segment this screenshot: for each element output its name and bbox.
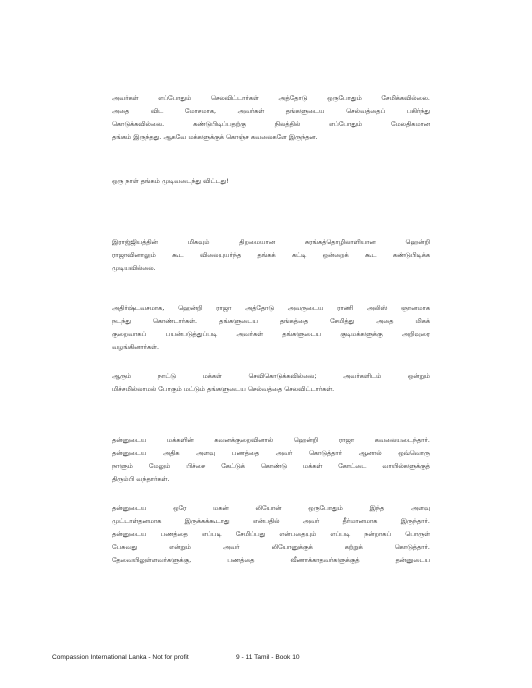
paragraph-line: நாளும் மேலும் பிச்சை கேட்டுக் கொண்டு மக்கள் கோட்டை வாயில்களுக்குத் <box>112 463 430 470</box>
paragraph-line: தேவையிலுள்ளவர்களுக்கு, பணத்தை வீணாக்காதவர்களுக்குத் தன்னுடைய <box>112 557 430 564</box>
paragraph-line: அதிர்ஷ்டவசமாக, ஹென்றி ராஜா அத்தோடு அவருடைய ராணி அலிஸ் ஞானமாக <box>112 305 430 312</box>
paragraph-line: ஒரு நாள் தங்கம் முடிவடைந்து விட்டது! <box>112 178 229 185</box>
footer-publisher: Compassion International Lanka - Not for profit <box>52 654 189 661</box>
paragraph-2 <box>112 175 430 188</box>
paragraph-line: முடியவில்லை. <box>112 265 156 272</box>
footer-book-info: 9 - 11 Tamil - Book 10 <box>236 654 300 661</box>
paragraph-line: திரும்பி வந்தார்கள். <box>112 476 170 483</box>
paragraph-line: கொடுக்கவில்லை. கண்டுபிடிப்பதற்கு நிலத்தில் எப்போதும் மேலதிகமான <box>112 121 430 128</box>
paragraph-line: தங்கம் இருந்தது. ஆகவே மக்களுக்குக் கொஞ்ச கவலைகளே இருந்தன. <box>112 134 318 141</box>
paragraph-line: ஆரும் நாட்டு மக்கள் செவிகொடுக்கவில்லை; அவர்களிடம் ஒன்றும் <box>112 373 430 380</box>
paragraph-line: தன்னுடைய பணத்தை எப்படி சேமிப்பது என்பதையும் எப்படி நன்றாகப் பொருள் <box>112 531 430 538</box>
paragraph-6 <box>112 434 430 486</box>
paragraph-4 <box>112 302 430 354</box>
paragraph-line: முட்டாள்தனமாக இருக்கக்கூடாது என்பதில் அவர் தீர்மானமாக இருந்தார். <box>112 518 430 525</box>
paragraph-line: தன்னுடைய அதிக அளவு பணத்தை அவர் கொடுத்தார் ஆனால் ஒவ்வொரு <box>112 450 430 457</box>
paragraph-5 <box>112 370 430 396</box>
paragraph-line: நடந்து கொண்டார்கள். தங்களுடைய தங்கத்தை சேமித்து அதை மிகக் <box>112 318 430 325</box>
paragraph-line: இராஜ்ஜியத்தின் மிகவும் திறமையான சுரங்கத்தொழிலாளியான ஹென்றி <box>112 239 430 246</box>
paragraph-line: மிச்சமில்லாமல் போகும் மட்டும் தங்களுடைய செல்வத்தை செலவிட்டார்கள். <box>112 386 335 393</box>
paragraph-1 <box>112 92 430 144</box>
paragraph-line: பேசுவது என்றும் அவர் லியோனுக்குக் கற்றுக் கொடுத்தார். <box>112 544 430 551</box>
paragraph-3 <box>112 236 430 275</box>
paragraph-line: ராஜாவினாலும் கூட விலையுயர்ந்த தங்கக் கட்டி ஒன்றைக் கூட கண்டுபிடிக்க <box>112 252 430 259</box>
paragraph-line: தன்னுடைய மக்களின் கவனக்குறைவினால் ஹென்றி ராஜா கவலையடைந்தார். <box>112 437 430 444</box>
paragraph-line: வழங்கினார்கள். <box>112 344 160 351</box>
paragraph-line: அதை விட மோசமாக, அவர்கள் தங்களுடைய செல்வத்தைப் பகிர்ந்து <box>112 108 430 115</box>
paragraph-7 <box>112 502 430 567</box>
paragraph-line: அவர்கள் எப்போதும் செலவிட்டார்கள் அத்தோடு ஒருபோதும் சேமிக்கவில்லை. <box>112 95 430 102</box>
paragraph-line: குறைவாகப் பயன்படுத்துப்படி அவர்கள் தங்களுடைய குடிமக்களுக்கு அறிவுரை <box>112 331 430 338</box>
paragraph-line: தன்னுடைய ஒரே மகன் லியோன் ஒருபோதும் இந்த அளவு <box>112 505 430 512</box>
